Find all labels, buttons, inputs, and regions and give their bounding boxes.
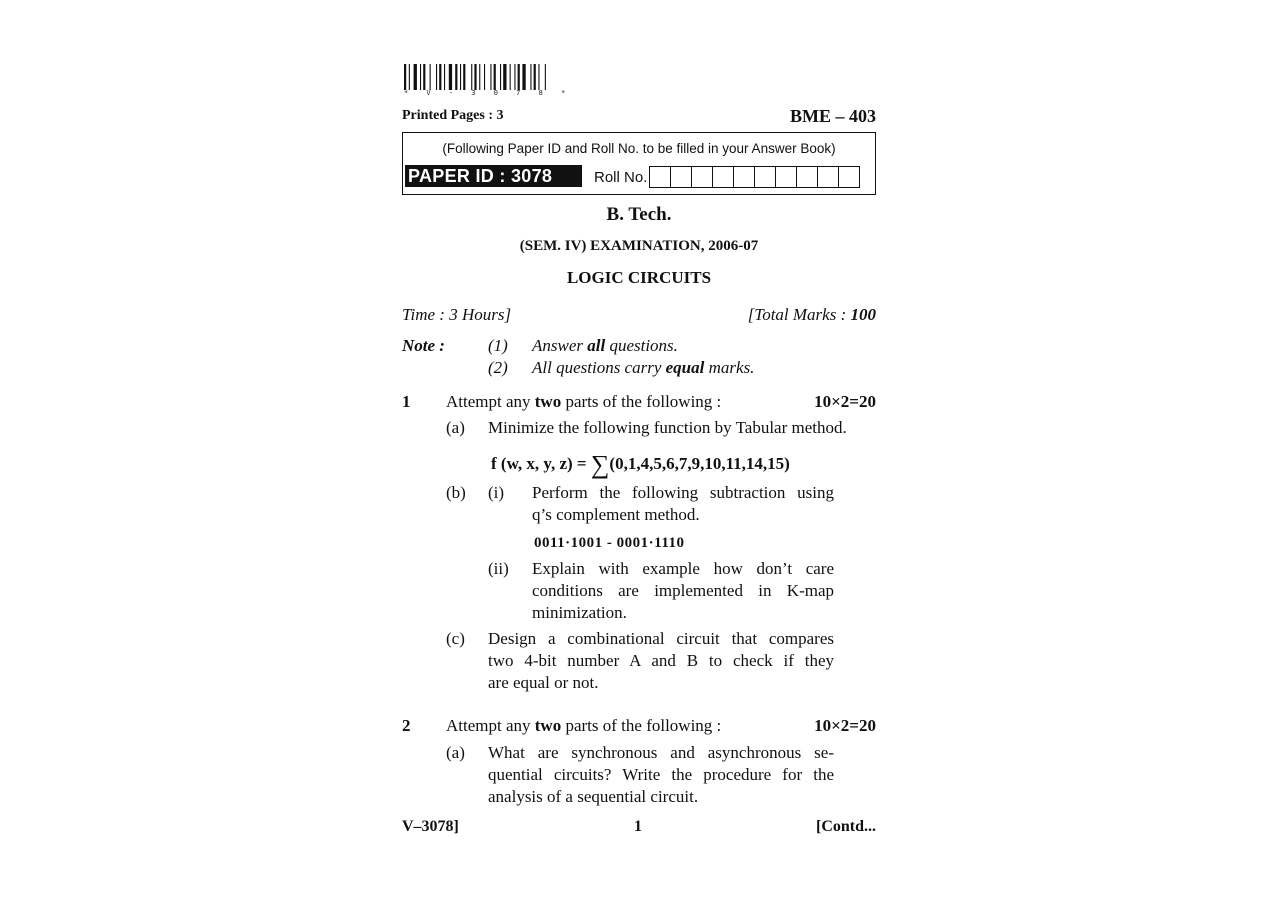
barcode-text: * V - 3 0 7 8 * bbox=[404, 89, 573, 97]
part-label: (b) bbox=[446, 483, 466, 502]
question-number: 1 bbox=[402, 392, 411, 411]
paper-code: BME – 403 bbox=[789, 106, 876, 126]
exam-page bbox=[402, 0, 876, 905]
paper-id: PAPER ID : 3078 bbox=[405, 165, 582, 187]
time-allowed: Time : 3 Hours] bbox=[402, 305, 512, 324]
roll-no-boxes bbox=[649, 166, 859, 188]
part-label: (a) bbox=[446, 743, 465, 762]
subject-title: LOGIC CIRCUITS bbox=[566, 268, 712, 287]
subpart-label: (ii) bbox=[488, 559, 509, 578]
roll-box bbox=[691, 166, 713, 188]
boolean-function: f (w, x, y, z) = ∑(0,1,4,5,6,7,9,10,11,14,15) bbox=[491, 450, 790, 479]
subpart-text-line: Perform the following subtraction using bbox=[532, 483, 834, 502]
question-marks: 10×2=20 bbox=[814, 392, 876, 411]
part-label: (c) bbox=[446, 629, 465, 648]
roll-box bbox=[796, 166, 818, 188]
header-row bbox=[402, 106, 876, 126]
roll-box bbox=[754, 166, 776, 188]
roll-box bbox=[775, 166, 797, 188]
subpart-text-line: conditions are implemented in K-map bbox=[532, 581, 834, 600]
id-box-note: (Following Paper ID and Roll No. to be filled in your Answer Book) bbox=[442, 141, 836, 156]
page-number: 1 bbox=[634, 818, 642, 835]
continued-label: [Contd... bbox=[815, 818, 876, 835]
roll-box bbox=[670, 166, 692, 188]
part-text-line: Design a combinational circuit that compares bbox=[488, 629, 834, 648]
note-number: (1) bbox=[488, 336, 508, 355]
degree-title: B. Tech. bbox=[606, 204, 672, 225]
time-marks-row bbox=[402, 305, 876, 325]
roll-box bbox=[712, 166, 734, 188]
printed-pages: Printed Pages : 3 bbox=[402, 108, 504, 123]
question-marks: 10×2=20 bbox=[814, 716, 876, 735]
paper-id-box bbox=[402, 132, 876, 195]
note-text: All questions carry equal marks. bbox=[532, 358, 755, 377]
roll-box bbox=[838, 166, 860, 188]
subpart-text-line: Explain with example how don’t care bbox=[532, 559, 834, 578]
roll-box bbox=[649, 166, 671, 188]
roll-box bbox=[817, 166, 839, 188]
part-label: (a) bbox=[446, 418, 465, 437]
subpart-label: (i) bbox=[488, 483, 505, 502]
roll-no-label: Roll No. bbox=[594, 169, 648, 186]
question-instruction: Attempt any two parts of the following : bbox=[446, 392, 722, 411]
roll-box bbox=[733, 166, 755, 188]
part-text-line: analysis of a sequential circuit. bbox=[488, 787, 699, 806]
part-text-line: are equal or not. bbox=[488, 673, 599, 692]
part-text: Minimize the following function by Tabular method. bbox=[488, 418, 847, 437]
binary-expression: 0011·1001 - 0001·1110 bbox=[534, 535, 685, 551]
part-text-line: What are synchronous and asynchronous se- bbox=[488, 743, 834, 762]
footer-code: V–3078] bbox=[402, 818, 459, 835]
part-text-line: quential circuits? Write the procedure for the bbox=[488, 765, 834, 784]
question-number: 2 bbox=[402, 716, 411, 735]
question-instruction: Attempt any two parts of the following : bbox=[446, 716, 722, 735]
subpart-text-line: minimization. bbox=[532, 603, 627, 622]
note-number: (2) bbox=[488, 358, 508, 377]
note-label: Note : bbox=[402, 336, 445, 355]
barcode bbox=[404, 64, 594, 90]
note-text: Answer all questions. bbox=[532, 336, 678, 355]
exam-title: (SEM. IV) EXAMINATION, 2006-07 bbox=[519, 238, 759, 254]
subpart-text-line: q’s complement method. bbox=[532, 505, 700, 524]
total-marks: [Total Marks : 100 bbox=[747, 305, 876, 324]
part-text-line: two 4-bit number A and B to check if they bbox=[488, 651, 834, 670]
